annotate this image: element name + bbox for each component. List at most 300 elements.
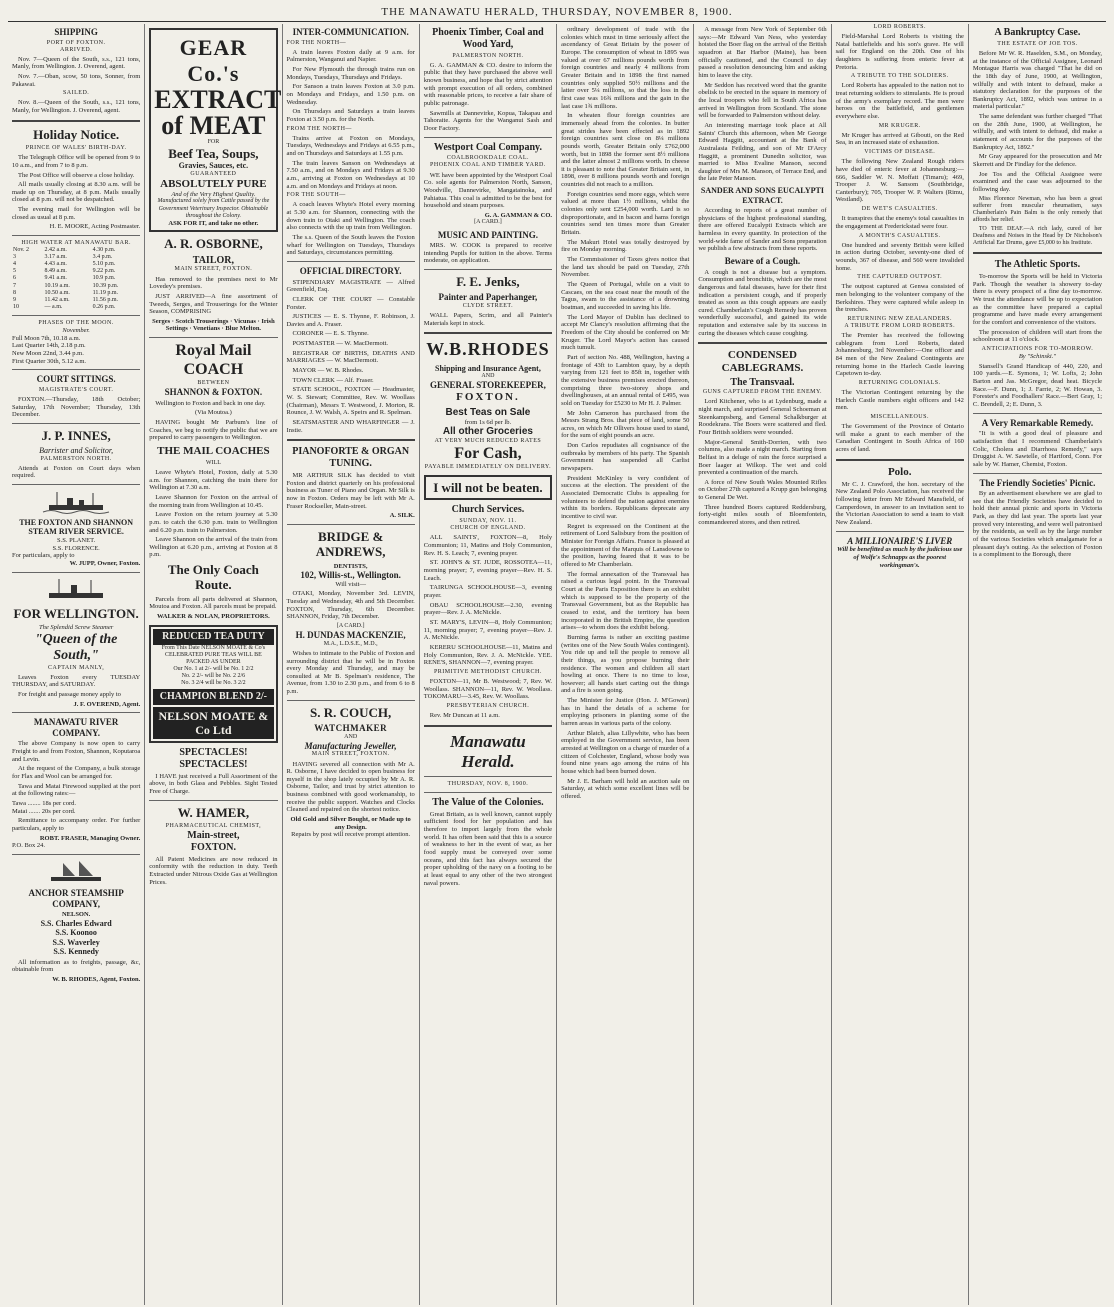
mrc-box: P.O. Box 24. xyxy=(12,842,46,850)
mrc-p3: Tawa and Matai Firewood supplied at the port at the following rates:— xyxy=(12,782,141,798)
only-p1: Parcels from all parts delivered at Shannon, Moutoa and Foxton. All parcels must be prepaid. xyxy=(149,595,278,611)
wb-tea-2: from 1s 6d per lb. xyxy=(464,418,512,426)
ts-title: A TRIBUTE TO THE SOLDIERS. xyxy=(850,73,949,80)
bk-p4: Joe Tos and the Official Assignee were examined and the case was adjourned to the following day. xyxy=(972,170,1103,194)
bk-sub: THE ESTATE OF JOE TOS. xyxy=(997,40,1078,47)
fj-p: WALL Papers, Scrim, and all Painter's Materials kept in stock. xyxy=(423,312,553,327)
tide-cell: 4.30 p.m. xyxy=(92,247,116,254)
forwell-sub: The Splendid Screw Steamer xyxy=(38,623,114,631)
divider xyxy=(836,459,964,461)
column-7 xyxy=(832,24,969,1305)
sailed-label: SAILED. xyxy=(62,90,90,97)
mail-p2: Leave Shannon for Foxton on the arrival of the morning train from Wellington at 10.45. xyxy=(149,493,278,509)
tide-cell: 2.42 a.m. xyxy=(44,247,67,254)
article-paragraph: An interesting marriage took place at All Saints' Church this afternoon, when Mr George Edward Haggitt, accountant at the Bank of Australasia Feilding, and son of Mr D'Arcy Haggitt, a prominent Dunedin solicitor, was married to Miss Evaline Manson, second daughter of Mrs M. Manson, of Terrace End, and the late Peter Manson. xyxy=(698,121,827,183)
article-paragraph: A message from New York of September 6th says:—Mr Edward Van Ness, who yesterday hoisted the Boer flag on the arrival of the British squadron at Bar Harbor (Maine), has been officially cautioned, and the Council to day passed a resolution denouncing him and asking him to leave the city. xyxy=(698,26,827,79)
mp-p: MRS. W. COOK is prepared to receive intending Pupils for tuition in the above. Terms moderate, on application. xyxy=(423,242,553,265)
port-label: PORT OF FOXTON. xyxy=(46,39,106,46)
mrc-rate-1: Tawa ........ 18s per cord. xyxy=(12,800,76,808)
foxshan-part: For particulars, apply to xyxy=(12,552,75,560)
article-paragraph: In wheaten flour foreign countries are immensely ahead from the colonies. In butter great strides have been effected as in 1892 foreign countries sent close on 8¼ millions pounds worth, Greater Britain only £762,000 worth, but in 1898 the former sent 8½ millions and the latter almost 2 millions worth. In cheese it is pleasant to note that Greater Britain sent, in 1898, over 8 millions pounds worth and foreign countries did not reach to a million. xyxy=(561,112,690,189)
wc-sub: COALBROOKDALE COAL. xyxy=(446,155,530,162)
bk-p3: Mr Gray appeared for the prosecution and Mr Skerrett and Dr Findlay for the defence. xyxy=(972,153,1103,169)
wc-sub-2: PHOENIX COAL AND TIMBER YARD. xyxy=(430,162,546,169)
vf-title: VICTIMS OF DISEASE. xyxy=(864,149,936,156)
holiday-p3: All mails usually closing at 8.30 a.m. will be made up on Thursday, at 8 p.m. Mails usually closed at 8 p.m. will not be despatched. xyxy=(12,181,141,204)
bk-p5: Miss Florence Newman, who has been a great sufferer from muscular rheumatism, says Chamberlain's Pain Balm is the only remedy that affords her relief. xyxy=(972,195,1103,223)
cu-p: The outpost captured at Genwa consisted of men belonging to the volunteer company of the Berkshires. They were captured while asleep in the trenches. xyxy=(835,283,964,314)
couch-name: S. R. COUCH, xyxy=(310,704,392,720)
polo-title: Polo. xyxy=(887,465,912,478)
bridge-title: BRIDGE & ANDREWS, xyxy=(315,528,386,560)
divider xyxy=(424,725,552,727)
cu-title: THE CAPTURED OUTPOST. xyxy=(857,274,943,281)
cc-p4: Three hundred Boers captured Reddersburg, forty-eight miles south of Bloemfontein, commandeered stores, and then retired. xyxy=(698,503,827,527)
innes-role: Barrister and Solicitor, xyxy=(39,446,114,456)
moon-title: PHASES OF THE MOON. xyxy=(38,319,114,326)
osborne-p2: JUST ARRIVED—A fine assortment of Tweeds, Serges, and Trouserings for the Winter Season, COMPRISING xyxy=(149,292,278,316)
bk-p6: TO THE DEAF.—A rich lady, cured of her Deafness and Noises in the Head by Dr Nicholson's Artificial Ear Drums, gave £5,000 to his Institute. xyxy=(972,226,1103,247)
ant-title: ANTICIPATIONS FOR TO-MORROW. xyxy=(981,345,1094,352)
fj-role: Painter and Paperhanger, xyxy=(438,292,538,303)
tide-row xyxy=(12,290,140,297)
column-2 xyxy=(145,24,282,1305)
tide-cell: 11.56 p.m. xyxy=(92,296,119,303)
ic-p8: The s.s. Queen of the South leaves the Foxton wharf for Wellington on Tuesdays, Thursdays and Saturdays, circumstances permitting. xyxy=(286,233,415,257)
bk-title: A Bankruptcy Case. xyxy=(994,27,1081,38)
cough-title: Beware of a Cough. xyxy=(724,255,801,266)
cs-p5: ST. MARY'S, LEVIN—8, Holy Communion; 11, morning prayer; 7, evening prayer—Rev. J. A. McNickle. xyxy=(423,618,553,642)
divider xyxy=(424,137,552,138)
ic-north: FOR THE NORTH— xyxy=(286,39,347,46)
tea-line-2: No. 2 2/- will be No. 2 2/6 xyxy=(181,672,246,679)
article-paragraph: President McKinley is very confident of success at the election. The president of the Associated Democratic Clubs is appealing for volunteers to defend the nation against enemies within its borders. Republicans deprecate any incentive to civil war. xyxy=(561,474,690,521)
wb-reduced: AT VERY MUCH REDUCED RATES xyxy=(434,438,542,445)
spec-p: I HAVE just received a Full Assortment of the above, in both Glass and Pebbles. Sight Tested Free of Charge. xyxy=(149,772,278,796)
column-8 xyxy=(969,24,1106,1305)
column-5 xyxy=(557,24,694,1305)
tide-cell: 11.42 a.m. xyxy=(44,296,70,303)
holiday-signature: H. E. MOORE, Acting Postmaster. xyxy=(49,223,141,231)
gear-quality: And of the Very Highest Quality. xyxy=(171,190,256,198)
as-title: The Athletic Sports. xyxy=(994,259,1081,271)
tide-cell: 10.19 a.m. xyxy=(44,282,70,289)
tide-cell: 8 xyxy=(13,289,16,296)
mail-p3: Leave Foxton on the return journey at 5.30 p.m. to catch the 6.30 p.m. train to Wellington and 6.20 p.m. train to Palmerston. xyxy=(149,511,278,534)
couch-and: AND xyxy=(344,733,358,740)
mrc-p2: At the request of the Company, a bulk storage for Flax and Wool can be arranged for. xyxy=(12,765,141,781)
cc-p1: Lord Kitchener, who is at Lydenburg, made a night march, and surprised General Schoeman at Steenkampsberg, and General Schalkburger at Roodekrans. The Boers were scattered and fled. Four British soldiers were wounded. xyxy=(698,398,827,436)
tide-row xyxy=(12,283,140,290)
wb-beaten: I will not be beaten. xyxy=(433,480,543,496)
masthead: THE MANAWATU HERALD, THURSDAY, NOVEMBER 8, 1900. xyxy=(8,4,1106,22)
divider xyxy=(12,854,140,855)
sander-title: SANDER AND SONS EUCALYPTI EXTRACT. xyxy=(700,186,824,205)
piano-signature: A. SILK. xyxy=(389,512,415,520)
holiday-p2: The Post Office will observe a close holiday. xyxy=(18,171,135,179)
ic-p3: For Sanson a train leaves Foxton at 3.0 p.m. on Mondays and Fridays, and 1.50 p.m. on Wednesday. xyxy=(286,83,415,106)
ic-p7: A coach leaves Whyte's Hotel every morning at 5.30 a.m. for Shannon, connecting with the down train to Otaki and Wellington. The coach also connects with the up train from Wellington. xyxy=(286,201,415,232)
wb-all: All other Groceries xyxy=(442,426,533,438)
foxshan-agent: W. JUPP, Owner, Foxton. xyxy=(69,559,141,567)
tide-cell: 6 xyxy=(13,275,16,282)
steamer-icon xyxy=(41,577,111,603)
divider xyxy=(287,700,415,701)
cc-sub: The Transvaal. xyxy=(730,377,795,389)
dw-title: DE WET'S CASUALTIES. xyxy=(861,206,938,213)
rz-title: RETURNING NEW ZEALANDERS. xyxy=(847,315,952,322)
herald-date: THURSDAY, NOV. 8, 1900. xyxy=(447,780,529,787)
cs-p3: TAIRUNGA SCHOOLHOUSE—3, evening prayer. xyxy=(423,584,553,599)
cc-title: CONDENSED CABLEGRAMS. xyxy=(721,349,804,375)
cough-p: A cough is not a disease but a symptom. Consumption and bronchitis, which are the most dangerous and fatal diseases, have for their first indication a persistent cough, and if properly treated as soon as this cough appears are easily cured. Chamberlain's Cough Remedy has proven wonderfully successful, and gained its wide reputation and extensive sale by its success in curing the diseases which cause coughing. xyxy=(698,268,827,337)
wc-title: Westport Coal Company. xyxy=(433,141,542,153)
holiday-sub: PRINCE OF WALES' BIRTH-DAY. xyxy=(25,145,127,152)
od-item: STATE SCHOOL, FOXTON — Headmaster, W. S. Stewart; Committee, Rev. W. Woollass (Chairman), Messrs T. Westwood, J. Morton, R. Rounce, J. W. Walsh, A. Speirs and R. Spelman. xyxy=(286,386,415,417)
tide-row xyxy=(12,275,140,282)
foxshan-ship-1: S.S. PLANET. xyxy=(57,536,96,544)
tea-title: REDUCED TEA DUTY xyxy=(153,629,273,645)
couch-role: WATCHMAKER xyxy=(314,723,388,734)
hamer-p: All Patent Medicines are now reduced in conformity with the reduction in duty. Teeth Extracted under Nitrous Oxide Gas at Wellington Prices. xyxy=(149,855,278,886)
couch-role-2: Manufacturing Jeweller, xyxy=(304,740,397,751)
innes-text: Attends at Foxton on Court days when required. xyxy=(12,464,141,480)
gear-ad xyxy=(149,28,282,232)
mail-p1: Leave Whyte's Hotel, Foxton, daily at 5.30 a.m. for Shannon, catching the train there for Wellington at 7.30 a.m. xyxy=(149,468,278,492)
ic-title: INTER-COMMUNICATION. xyxy=(292,27,409,37)
od-title: OFFICIAL DIRECTORY. xyxy=(299,265,402,276)
anchor-ship-4: S.S. Kennedy xyxy=(53,947,99,957)
tide-cell: 9.41 a.m. xyxy=(44,275,67,282)
royal-route: SHANNON & FOXTON. xyxy=(164,386,263,397)
royal-title: Royal Mail COACH xyxy=(175,342,252,379)
couch-repairs: Repairs by post will receive prompt attention. xyxy=(291,831,411,839)
court-title: COURT SITTINGS. xyxy=(36,374,116,385)
innes-place: PALMERSTON NORTH. xyxy=(40,455,112,462)
mrc-p4: Remittance to accompany order. For further particulars, apply to xyxy=(12,817,141,833)
divider xyxy=(424,269,552,270)
couch-p: HAVING severed all connection with Mr A. R. Osborne, I have decided to open business for myself in the shop lately occupied by Mr A. R. Osborne, Tailor, and trust by strict attention to business combined with good workmanship, to receive the public support. Watches and Clocks Cleaned and repaired on the shortest notice. xyxy=(286,760,415,814)
divider xyxy=(287,524,415,525)
vr-title: A Very Remarkable Remedy. xyxy=(981,417,1094,428)
royal-via: (Via Moutoa.) xyxy=(195,409,232,417)
osborne-addr: MAIN STREET, FOXTON. xyxy=(174,266,253,273)
tide-cell: 9.22 p.m. xyxy=(92,268,116,275)
as-p1: To-morrow the Sports will be held in Victoria Park. Though the weather is showery to-day there is every prospect of a fine day to-morrow. We trust the attendance will be up to expectation as the committee have prepared a capital programme and have made every arrangement for the comfort and convenience of the visitors. xyxy=(972,273,1103,326)
tide-cell: 8.49 a.m. xyxy=(44,268,67,275)
article-paragraph: Burning farms is rather an exciting pastime (writes one of the New South Wales contingent). You ride up and tell the people to remove all their things, as you propose burning their residence. The women and children all start howling at once. There is no time to lose, however; all hands start carting out the things and a fire is soon going. xyxy=(561,633,690,695)
divider xyxy=(12,484,140,485)
columns xyxy=(8,24,1106,1305)
divider xyxy=(12,235,140,236)
anchor-place: NELSON. xyxy=(61,911,91,919)
ant-p: Stansell's Grand Handicap of 440, 220, and 100 yards.—E. Symons, 1; W. Lofts, 2; John Barton and Jas. McGregor, dead heat. Bicycle Race.—F. Dunn, 1; J. Farrie, 2; W. Howan, 3. Forester's and Foodhallers' Race.—Bert Gray, 1; C. Brendell, 2; E. Dunn, 3. xyxy=(972,362,1103,408)
tide-cell: Nov. 2 xyxy=(13,247,29,254)
mk-p: Mr Kruger has arrived at Gibouti, on the Red Sea, in an increased state of exhaustion. xyxy=(835,131,964,147)
only-signature: WALKER & NOLAN, PROPRIETORS. xyxy=(157,613,270,621)
divider xyxy=(424,776,552,777)
gear-ask: ASK FOR IT, and take no other. xyxy=(168,219,259,227)
tide-row xyxy=(12,247,140,254)
anchor-ship-2: S.S. Koonoo xyxy=(55,928,97,938)
cc-p2: Major-General Smith-Dorrien, with two columns, also made a night march. Starting from Belfast in a deluge of rain the force surprised a Boer laager at Wilkop. The wet and cold prevented a continuation of the march. xyxy=(698,438,827,477)
divider xyxy=(973,413,1102,414)
article-paragraph: Mr Seddon has received word that the granite obelisk to be erected in the square in memory of the local troopers who fell in South Africa has arrived in Wellington from Scotland. The stone will be forwarded to Palmerston without delay. xyxy=(698,81,827,120)
ant-by: By "Schinski." xyxy=(1018,353,1057,361)
divider xyxy=(12,712,140,713)
tide-row xyxy=(12,261,140,268)
od-item: POSTMASTER — W. MacDermott. xyxy=(292,340,389,348)
mail-title: THE MAIL COACHES xyxy=(157,444,270,457)
tide-cell: 10.9 p.m. xyxy=(92,275,116,282)
tide-cell: 10.50 a.m. xyxy=(44,289,70,296)
tide-cell: — a.m. xyxy=(44,303,63,310)
ts-p: Lord Roberts has appealed to the nation not to treat returning soldiers to stimulants. He is proud of the army's exemplary record. The men were heroes on the battlefield, and gentlemen everywhere else. xyxy=(835,82,964,121)
column-4 xyxy=(420,24,557,1305)
tea-line-1: Our No. 1 at 2/- will be No. 1 2/2 xyxy=(173,665,254,672)
tea-brand: NELSON MOATE & Co Ltd xyxy=(153,707,273,739)
tide-row xyxy=(12,304,140,311)
polo-p: Mr C. J. Crawford, the hon. secretary of the New Zealand Polo Association, has received the following letter from Mr Edward Mansfield, of Camperdown, in answer to an invitation sent to the Victorian Association to send a team to visit New Zealand. xyxy=(835,480,964,527)
royal-between: BETWEEN xyxy=(197,379,230,386)
couch-addr: MAIN STREET, FOXTON. xyxy=(311,751,390,758)
forwell-text: Leaves Foxton every TUESDAY THURSDAY, and SATURDAY. xyxy=(12,673,141,689)
steamer-icon xyxy=(41,489,111,515)
bk-p2: The same defendant was further charged "That on the 28th June, 1900, at Wellington, he wilfully, and with intent to defraud, did make a statement of accounts for the purposes of the Bankruptcy Act, 1892." xyxy=(972,113,1103,151)
pt-p: G. A. GAMMAN & CO. desire to inform the public that they have purchased the above well known business, and hope that by strict attention with prompt execution of all orders, combined with reasonable prices, to receive a fair share of public patronage. xyxy=(423,61,553,107)
ms-title: MISCELLANEOUS. xyxy=(870,414,929,421)
tide-cell: 9 xyxy=(13,296,16,303)
holiday-title: Holiday Notice. xyxy=(33,126,120,142)
tide-cell: 3.17 a.m. xyxy=(44,254,67,261)
card-label: [A CARD.] xyxy=(336,623,365,630)
fj-addr: CLYDE STREET. xyxy=(462,303,514,310)
anchor-text: All information as to freights, passage, &c, obtainable from xyxy=(12,958,141,974)
od-item: CORONER — E. S. Thynne. xyxy=(292,330,369,338)
article-paragraph: The Commissioner of Taxes gives notice that the land tax should be paid on Tuesday, 27th November. xyxy=(561,256,690,279)
wc-p: WE have been appointed by the Westport Coal Co. sole agents for Palmerston North, Sanson, Woodville, Dannevirke, Mangatainoka, and Pahiatua. This coal is admitted to be the best for household and steam purposes. xyxy=(423,171,553,210)
ml-p: Will be benefitted as much by the judicious use of Wolfe's Schnapps as the poorest workingman's. xyxy=(837,546,963,569)
od-item: STIPENDIARY MAGISTRATE — Alfred Greenfield, Esq. xyxy=(286,278,415,294)
cs-p1: ALL SAINTS', FOXTON—8, Holy Communion; 11, Matins and Holy Communion, Rev. H. S. Leach; 7, evening prayer. xyxy=(423,534,553,557)
divider xyxy=(424,332,552,334)
dundas-name: H. DUNDAS MACKENZIE, xyxy=(295,630,406,641)
gear-extract: EXTRACT of MEAT xyxy=(154,84,282,140)
od-item: MAYOR — W. B. Rhodes. xyxy=(292,367,364,375)
divider xyxy=(149,337,277,338)
ic-p6: The train leaves Sanson on Wednesdays at 7.50 a.m., and on Mondays and Fridays at 9.30 a.m., arriving at Foxton on Wednesdays at 10 a.m. and on Mondays and Fridays at noon. xyxy=(286,159,415,190)
tide-row xyxy=(12,254,140,261)
od-item: TOWN CLERK — Alf. Fraser. xyxy=(292,376,374,384)
divider xyxy=(287,439,415,441)
herald-title: Manawatu Herald. xyxy=(450,731,526,771)
piano-title: PIANOFORTE & ORGAN TUNING. xyxy=(292,446,410,470)
bridge-p: OTAKI, Monday, November 3rd. LEVIN, Tuesday and Wednesday, 4th and 5th December. FOXTON, Thursday, 6th December. SHANNON, Friday, 7th December. xyxy=(286,590,415,621)
shipping-title: SHIPPING xyxy=(54,27,98,37)
cs-date: SUNDAY, NOV. 11. xyxy=(459,518,517,525)
innes-name: J. P. INNES, xyxy=(41,427,111,443)
pt-title: Phoenix Timber, Coal and Wood Yard, xyxy=(432,27,544,50)
wb-pay: PAYABLE IMMEDIATELY ON DELIVERY. xyxy=(424,463,552,470)
fs-p: By an advertisement elsewhere we are glad to see that the Friendly Societies have decided to hold their annual picnic and sports in Victoria Park, as they did last year. The sports last year proved very interesting, and were well patronised by the residents, as well as by the large number of the various Societies which amalgamate for a pleasant day's outing. As the selection of Foxton is a compliment to the Borough, there xyxy=(972,490,1103,559)
column-3 xyxy=(283,24,420,1305)
article-paragraph: Mr John Cameron has purchased from the Messrs Strang Bros. that piece of land, some 50 acres, on which Mr Ollivers house used to stand, for the sum of eight pounds an acre. xyxy=(561,409,690,440)
forwell-freight: For freight and passage money apply to xyxy=(18,690,121,698)
gear-small: Manufactured solely from Cattle passed by the Government Veterinary Inspector. Obtainable throughout the Colony. xyxy=(157,198,270,219)
divider xyxy=(12,120,140,122)
mrc-title: MANAWATU RIVER COMPANY. xyxy=(33,717,119,738)
sailing-ship-icon xyxy=(41,859,111,885)
cs-title: Church Services. xyxy=(451,504,525,516)
moon-2: Last Quarter 14th, 2.18 p.m. xyxy=(12,342,86,350)
divider xyxy=(424,792,552,793)
dw-p: It transpires that the enemy's total casualties in the engagement at Frederickstad were four. xyxy=(835,215,964,230)
anchor-ship-1: S.S. Charles Edward xyxy=(40,918,112,928)
mrc-agent: ROBT. FRASER, Managing Owner. xyxy=(39,834,141,842)
anchor-agent: W. B. RHODES, Agent, Foxton. xyxy=(52,975,141,983)
article-paragraph: Part of section No. 488, Wellington, having a frontage of 43ft to Lambton quay, by a depth varying from 121 feet to 85ft in, together with the extensive business premises erected thereon, comprising three two-storey shops and dwellinghouses, at an annual rental of £495, was sold on Tuesday for £5230 to Mr H. J. Palmer. xyxy=(561,353,690,407)
dundas-role: M.A., L.D.S.E., M.D., xyxy=(323,640,378,647)
osborne-trade: TAILOR, xyxy=(192,254,234,266)
divider xyxy=(287,261,415,262)
court-text: FOXTON.—Thursday, 18th October; Saturday, 17th November; Thursday, 13th December. xyxy=(12,395,141,419)
ic-p2: For New Plymouth the through trains run on Mondays, Tuesdays, Thursdays and Fridays. xyxy=(286,66,415,81)
cs-p6: KERERU SCHOOLHOUSE—11, Matins and Holy Communion, Rev. J. A. McNickle. YEE. RENE'S, SHANNON—7, evening prayer. xyxy=(423,643,553,667)
gear-line-2: Gravies, Sauces, etc. xyxy=(178,161,249,171)
wb-and: AND xyxy=(481,373,495,380)
only-title: The Only Coach Route. xyxy=(167,562,259,593)
bk-p1: Before Mr W. R. Haselden, S.M., on Monday, at the instance of the Official Assignee, Leonard Montague Harris was charged "That he did on the 18th day of June, 1900, at Wellington, wilfully and with intent to defraud, make a statutory declaration for the purposes of the Bankruptcy Act, 1892, which was untrue in a material particular." xyxy=(972,49,1103,111)
tide-cell: 11.19 p.m. xyxy=(92,289,119,296)
arrival-2: Nov. 7.—Oban, scow, 50 tons, Sonner, from Pakawai. xyxy=(12,73,141,88)
cs-p8: Rev. Mr Duncan at 11 a.m. xyxy=(429,711,500,719)
divider xyxy=(698,342,826,344)
tide-cell: 4 xyxy=(13,261,16,268)
article-paragraph: Mr J. E. Barham will hold an auction sale on Saturday, at which some excellent lines will be offered. xyxy=(561,777,690,800)
forwell-agent: J. F. OVEREND, Agent. xyxy=(73,700,141,708)
mc-title: A MONTH'S CASUALTIES. xyxy=(858,232,941,239)
mail-p4: Leave Shannon on the arrival of the train from Wellington at 6.20 p.m., arriving at Foxton at 8 p.m. xyxy=(149,536,278,559)
wb-beaten-box xyxy=(424,475,552,500)
holiday-p1: The Telegraph Office will be opened from 9 to 10 a.m., and from 7 to 8 p.m. xyxy=(12,154,141,169)
od-item: REGISTRAR OF BIRTHS, DEATHS AND MARRIAGES — W. MacDermott. xyxy=(286,349,415,365)
tide-cell: 7 xyxy=(13,282,16,289)
moon-month: November. xyxy=(62,326,90,334)
mrc-p1: The above Company is now open to carry Freight to and from Foxton, Shannon, Koputaroa and Levin. xyxy=(12,740,141,763)
column-1 xyxy=(8,24,145,1305)
rz-p: The Premier has received the following cablegram from Lord Roberts, dated Johannesburg, 3rd November:—One officer and 84 men of the New Zealand Contingents are returning home in the Harlech Castle leaving Capetown to-day. xyxy=(835,332,964,378)
tide-title: HIGH WATER AT MANAWATU BAR. xyxy=(21,240,131,247)
cc-p3: A force of New South Wales Mounted Rifles on October 27th captured a Krupp gun belonging to General De Wet. xyxy=(698,478,827,502)
pt-p2: Sawmills at Dannevirke, Kopua, Takapau and Tahoraite. Agents for the Wanganui Sash and Door Factory. xyxy=(423,109,553,132)
tide-cell: 3 xyxy=(13,254,16,261)
tide-cell: 5.10 p.m. xyxy=(92,261,116,268)
lr-title: LORD ROBERTS. xyxy=(873,24,926,30)
hamer-name: W. HAMER, xyxy=(177,804,250,820)
tide-cell: 3.4 p.m. xyxy=(92,254,113,261)
tide-cell: 5 xyxy=(13,268,16,275)
article-paragraph: The Minister for Justice (Hon. J. M'Gowan) has in hand the details of a scheme for employing prisoners in planting some of the barren areas in various parts of the colony. xyxy=(561,697,690,728)
cs-p4: OBAU SCHOOLHOUSE—2.30, evening prayer—Rev. J. A. McNickle. xyxy=(423,601,553,617)
article-paragraph: Arthur Blatch, alias Lillywhite, who has been employed in the Government service, has been arrested at Wellington on a charge of murder of a citizen of Colchester, England, whose body was found nine years ago among the ruins of his house which had been burned down. xyxy=(561,729,690,776)
tide-row xyxy=(12,268,140,275)
gear-name: GEAR Co.'s xyxy=(179,35,248,86)
osborne-p1: Has removed to the premises next to Mr Lovedey's premises. xyxy=(149,275,278,291)
vf-p: The following New Zealand Rough riders have died of enteric fever at Johannesburg:—666, Saddler W. N. Moffatt (Timaru); 469, Trooper J. W. Sansom (Southbridge, Canterbury); 705, Trooper W. P. Walters (Rimu, Westland). xyxy=(835,158,964,204)
tide-cell: 10.39 p.m. xyxy=(92,282,119,289)
hamer-role: PHARMACEUTICAL CHEMIST, xyxy=(165,823,262,830)
od-item: CLERK OF THE COURT — Constable Forster. xyxy=(286,295,415,311)
mk-title: MR KRUGER. xyxy=(878,122,921,129)
ic-from-north: FROM THE NORTH— xyxy=(286,125,352,132)
wc-signature: G. A. GAMMAN & CO. xyxy=(484,211,553,219)
cs-coe: CHURCH OF ENGLAND. xyxy=(450,525,526,532)
divider xyxy=(973,473,1102,474)
lr-p1: Field-Marshal Lord Roberts is visiting the Natal battlefields and his son's grave. He will sail for England on the 20th. One of his daughters is suffering from enteric fever at Pretoria. xyxy=(835,33,964,71)
gear-for: FOR xyxy=(207,138,220,145)
spec-title: SPECTACLES! SPECTACLES! xyxy=(179,747,248,770)
vr-p: "It is with a good deal of pleasure and satisfaction that I recommend Chamberlain's Colic, Cholera and Diarrhoea Remedy," says Druggist A. W. Sawtelle, of Hartford, Conn. For sale by W. Hamer, Chemist, Foxton. xyxy=(972,430,1103,468)
od-item: SEATSMASTER AND WHARFINGER — J. Instie. xyxy=(286,419,415,434)
divider xyxy=(149,800,277,801)
pt-place: PALMERSTON NORTH. xyxy=(452,52,524,59)
ic-south: FOR THE SOUTH— xyxy=(286,192,346,199)
mp-title: MUSIC AND PAINTING. xyxy=(437,229,538,240)
article-paragraph: The formal annexation of the Transvaal has raised a curious legal point. In the Transvaal Court at the Paris Exposition there is an exhibit which is supposed to be the property of the Transvaal Government, but as the Republic has ceased to exist, and the territory has been incorporated in the British Empire, the question arises—to whom does the exhibit belong. xyxy=(561,570,690,632)
forwell-title: FOR WELLINGTON. xyxy=(13,605,139,621)
od-item: JUSTICES — E. S. Thynne, F. Robinson, J. Davies and A. Fraser. xyxy=(286,313,415,328)
wb-tea: Best Teas on Sale xyxy=(445,406,531,418)
osborne-name: A. R. OSBORNE, xyxy=(164,236,263,252)
cs-p7: FOXTON—11, Mr B. Westwood; 7, Rev. W. Woollass. SHANNON—11, Rev. W. Woollass. TOKOMARU—3.45, Rev. W. Woollass. xyxy=(423,677,553,701)
divider xyxy=(836,531,964,532)
tide-cell: 0.26 p.m. xyxy=(92,303,116,310)
ic-p4: On Thursdays and Saturdays a train leaves Foxton at 3.50 p.m. for the North. xyxy=(286,108,415,123)
divider xyxy=(12,572,140,573)
cs-pres: PRESBYTERIAN CHURCH. xyxy=(446,702,530,709)
ml-title: A MILLIONAIRE'S LIVER xyxy=(847,535,953,546)
ic-p1: A train leaves Foxton daily at 9 a.m. for Palmerston, Wanganui and Napier. xyxy=(286,48,415,64)
article-paragraph: ordinary development of trade with the colonies which must in time seriously affect the ascendancy of Great Britain by the power of Europe. The consumption of wheat in 1895 was valued at over 67 millions pounds worth from foreign countries and nearly 4 millions from Greater Britain and in 1898 the first named countries only supplied 50½ millions and the latter over 5¼ millions, so that the loss in the first case was 16¾ millions and the gain in the last case 1¾ millions. xyxy=(561,26,690,110)
vc-title: The Value of the Colonies. xyxy=(432,796,544,808)
arrival-1: Nov. 7—Queen of the South, s.s., 121 tons, Manly, from Wellington. J. Overend, agent. xyxy=(12,55,141,71)
mrc-rate-2: Matai ....... 20s per cord. xyxy=(12,807,76,815)
royal-p2: HAVING bought Mr Parbum's line of Coaches, we beg to notify the public that we are prepared to carry passengers to Wellington. xyxy=(149,418,278,442)
holiday-p4: The evening mail for Wellington will be closed as usual at 8 p.m. xyxy=(12,206,141,221)
cc-head: GUNS CAPTURED FROM THE ENEMY. xyxy=(702,389,823,396)
article-paragraph: Regret is expressed on the Continent at the retirement of Lord Salisbury from the position of Minister for Foreign Affairs. France is pleased at the appointment of the Marquis of Lansdowne to the position, having feared that it was to be offered to Mr Chamberlain. xyxy=(561,522,690,568)
divider xyxy=(12,369,140,370)
foxshan-title: THE FOXTON AND SHANNON STEAM RIVER SERVICE. xyxy=(19,518,134,537)
tide-cell: 4.43 a.m. xyxy=(44,261,67,268)
hamer-street: Main-street, xyxy=(187,830,240,842)
rc-p: The Victorian Contingent returning by the Harlech Castle numbers eight officers and 142 men. xyxy=(835,389,964,412)
anchor-ship-3: S.S. Waverley xyxy=(52,937,100,947)
column-6 xyxy=(694,24,831,1305)
forwell-captain: CAPTAIN MANLY, xyxy=(48,664,105,671)
court-sub: MAGISTRATE'S COURT. xyxy=(38,386,114,393)
tide-cell: 10 xyxy=(13,303,19,310)
fj-name: F. E. Jenks, xyxy=(456,274,520,290)
hamer-town: FOXTON. xyxy=(190,841,236,853)
dundas-p: Wishes to intimate to the Public of Foxton and surrounding district that he will be in Foxton every Monday and Thursday, and may be consulted at Mr B. Spelman's residence, The Avenue, from 1.30 to 2.30 p.m., and from 6 to 8 p.m. xyxy=(286,649,415,696)
gear-guar: GUARANTEED xyxy=(190,170,237,177)
article-paragraph: Foreign countries send more eggs, which were valued at more than 1½ millions, whilst the colonies only sent £254,000 worth. Lard is so disproportionate, and in bacon and hams foreign countries send ten times more than Greater Britain. xyxy=(561,190,690,237)
ic-p5: Trains arrive at Foxton on Mondays, Tuesdays, Wednesdays and Fridays at 6.55 p.m., and on Thursdays and Saturdays at 1.55 p.m. xyxy=(286,134,415,157)
moon-1: Full Moon 7th, 10.18 a.m. xyxy=(12,334,81,342)
divider xyxy=(12,315,140,316)
cs-pm: PRIMITIVE METHODIST CHURCH. xyxy=(433,668,542,675)
